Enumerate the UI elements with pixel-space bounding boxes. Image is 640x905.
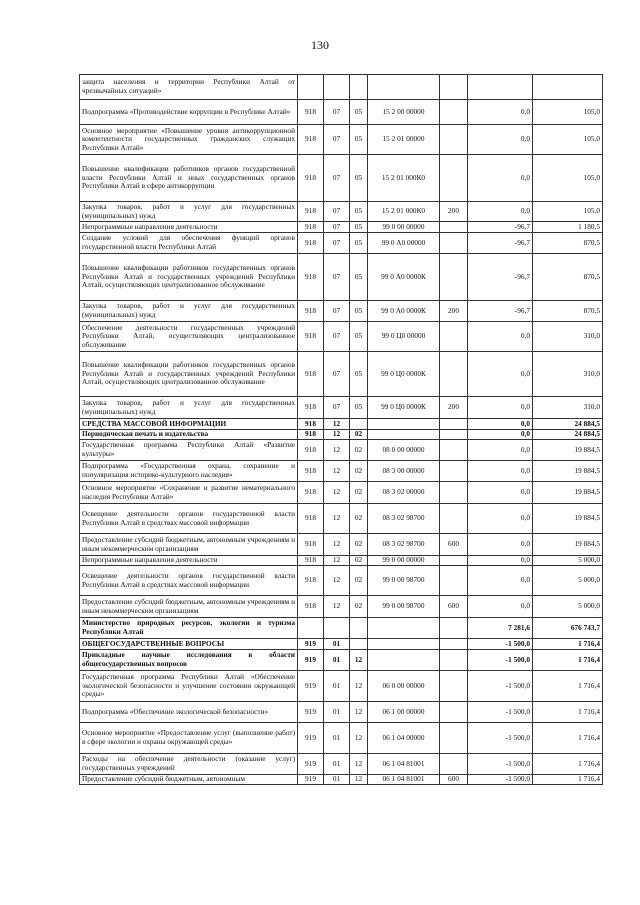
amount-change-cell: 0,0	[468, 534, 533, 556]
target-article-cell: 99 0 А0 0000К	[368, 301, 440, 322]
target-article-cell	[368, 650, 440, 671]
row-name-cell: Закупка товаров, работ и услуг для государственных (муниципальных) нужд	[80, 301, 298, 322]
amount-total-cell: 310,0	[533, 352, 603, 397]
subsection-code-cell: 05	[350, 100, 368, 125]
subsection-code-cell: 12	[350, 650, 368, 671]
amount-change-cell	[468, 75, 533, 100]
amount-total-cell: 1 716,4	[533, 723, 603, 754]
subsection-code-cell: 02	[350, 461, 368, 482]
row-name-cell: Подпрограмма «Государственная охрана, сохранение и популяризация историко-культурного наследия»	[80, 461, 298, 482]
ministry-code-cell: 918	[298, 482, 324, 504]
section-code-cell: 07	[324, 155, 350, 202]
row-name-cell: Закупка товаров, работ и услуг для государственных (муниципальных) нужд	[80, 397, 298, 419]
ministry-code-cell: 919	[298, 702, 324, 723]
amount-total-cell: 1 716,4	[533, 650, 603, 671]
target-article-cell: 99 0 00 00000	[368, 222, 440, 233]
expense-type-cell	[440, 556, 468, 566]
expense-type-cell	[440, 75, 468, 100]
subsection-code-cell: 05	[350, 155, 368, 202]
ministry-code-cell: 918	[298, 440, 324, 461]
ministry-code-cell: 918	[298, 504, 324, 534]
section-code-cell: 01	[324, 775, 350, 785]
amount-total-cell: 310,0	[533, 322, 603, 352]
table-row	[80, 419, 603, 430]
expense-type-cell	[440, 440, 468, 461]
amount-change-cell: -96,7	[468, 222, 533, 233]
expense-type-cell	[440, 254, 468, 301]
table-row	[80, 671, 603, 702]
subsection-code-cell: 05	[350, 301, 368, 322]
amount-change-cell: 0,0	[468, 100, 533, 125]
amount-change-cell: 0,0	[468, 419, 533, 430]
budget-table-body	[80, 75, 603, 785]
section-code-cell: 01	[324, 650, 350, 671]
section-code-cell: 01	[324, 671, 350, 702]
ministry-code-cell: 918	[298, 419, 324, 430]
target-article-cell: 08 0 00 00000	[368, 440, 440, 461]
ministry-code-cell: 918	[298, 556, 324, 566]
amount-total-cell: 1 716,4	[533, 639, 603, 650]
section-code-cell: 01	[324, 723, 350, 754]
ministry-code-cell	[298, 618, 324, 639]
ministry-code-cell	[298, 75, 324, 100]
table-row	[80, 723, 603, 754]
subsection-code-cell	[350, 639, 368, 650]
target-article-cell: 99 0 00 98700	[368, 596, 440, 618]
target-article-cell: 99 0 Ц0 0000К	[368, 397, 440, 419]
amount-change-cell: 0,0	[468, 430, 533, 440]
table-row	[80, 233, 603, 254]
ministry-code-cell: 919	[298, 754, 324, 775]
table-row	[80, 322, 603, 352]
section-code-cell: 07	[324, 397, 350, 419]
subsection-code-cell: 05	[350, 254, 368, 301]
target-article-cell: 06 0 00 00000	[368, 671, 440, 702]
ministry-code-cell: 918	[298, 566, 324, 596]
table-row	[80, 639, 603, 650]
target-article-cell: 15 2 01 000К0	[368, 155, 440, 202]
table-row	[80, 202, 603, 222]
amount-change-cell: 0,0	[468, 352, 533, 397]
row-name-cell: Освещение деятельности органов государственной власти Республики Алтай в средствах массовой информации	[80, 504, 298, 534]
ministry-code-cell: 918	[298, 222, 324, 233]
amount-total-cell: 5 000,0	[533, 566, 603, 596]
amount-total-cell: 105,0	[533, 125, 603, 155]
ministry-code-cell: 919	[298, 775, 324, 785]
expense-type-cell	[440, 618, 468, 639]
amount-total-cell: 310,0	[533, 397, 603, 419]
section-code-cell: 07	[324, 233, 350, 254]
table-row	[80, 352, 603, 397]
subsection-code-cell: 05	[350, 397, 368, 419]
row-name-cell: Освещение деятельности органов государственной власти Республики Алтай в средствах массовой информации	[80, 566, 298, 596]
section-code-cell: 12	[324, 534, 350, 556]
target-article-cell: 06 1 04 81001	[368, 754, 440, 775]
section-code-cell: 12	[324, 556, 350, 566]
target-article-cell	[368, 419, 440, 430]
amount-total-cell: 1 716,4	[533, 754, 603, 775]
table-row	[80, 125, 603, 155]
ministry-code-cell: 919	[298, 671, 324, 702]
section-code-cell: 07	[324, 301, 350, 322]
row-name-cell: Государственная программа Республики Алтай «Обеспечение экологической безопасности и улучшение состояния окружающей среды»	[80, 671, 298, 702]
expense-type-cell	[440, 754, 468, 775]
table-row	[80, 100, 603, 125]
row-name-cell: Предоставление субсидий бюджетным, автономным учреждениям и иным некоммерческим организациям	[80, 596, 298, 618]
row-name-cell: защита населения и территории Республики Алтай от чрезвычайных ситуаций»	[80, 75, 298, 100]
subsection-code-cell: 05	[350, 352, 368, 397]
section-code-cell: 01	[324, 702, 350, 723]
amount-total-cell: 105,0	[533, 202, 603, 222]
section-code-cell: 12	[324, 596, 350, 618]
amount-change-cell: -96,7	[468, 301, 533, 322]
section-code-cell: 12	[324, 461, 350, 482]
amount-total-cell: 105,0	[533, 100, 603, 125]
target-article-cell: 99 0 00 98700	[368, 566, 440, 596]
ministry-code-cell: 918	[298, 202, 324, 222]
row-name-cell: Непрограммные направления деятельности	[80, 222, 298, 233]
row-name-cell: Расходы на обеспечение деятельности (оказание услуг) государственных учреждений	[80, 754, 298, 775]
row-name-cell: Обеспечение деятельности государственных учреждений Республики Алтай, осуществляющих централизованное обслуживание	[80, 322, 298, 352]
ministry-code-cell: 919	[298, 723, 324, 754]
row-name-cell: Подпрограмма «Обеспечение экологической безопасности»	[80, 702, 298, 723]
amount-total-cell: 19 884,5	[533, 534, 603, 556]
expense-type-cell	[440, 222, 468, 233]
table-row	[80, 440, 603, 461]
amount-total-cell: 870,5	[533, 254, 603, 301]
subsection-code-cell: 05	[350, 222, 368, 233]
amount-total-cell: 19 884,5	[533, 440, 603, 461]
table-row	[80, 556, 603, 566]
amount-total-cell: 19 884,5	[533, 461, 603, 482]
ministry-code-cell: 919	[298, 650, 324, 671]
target-article-cell	[368, 75, 440, 100]
target-article-cell: 99 0 А0 00000	[368, 233, 440, 254]
ministry-code-cell: 918	[298, 322, 324, 352]
amount-change-cell: -1 500,0	[468, 671, 533, 702]
row-name-cell: Предоставление субсидий бюджетным, автономным учреждениям и иным некоммерческим организациям	[80, 534, 298, 556]
section-code-cell: 12	[324, 440, 350, 461]
target-article-cell	[368, 639, 440, 650]
row-name-cell: Основное мероприятие «Повышение уровня антикоррупционной компетентности государственных гражданских служащих Республики Алтай»	[80, 125, 298, 155]
ministry-code-cell: 918	[298, 461, 324, 482]
expense-type-cell: 600	[440, 596, 468, 618]
expense-type-cell	[440, 504, 468, 534]
subsection-code-cell	[350, 618, 368, 639]
subsection-code-cell: 02	[350, 556, 368, 566]
target-article-cell: 15 2 01 00000	[368, 125, 440, 155]
amount-total-cell: 19 884,5	[533, 482, 603, 504]
ministry-code-cell: 918	[298, 233, 324, 254]
expense-type-cell: 200	[440, 202, 468, 222]
row-name-cell: Повышение квалификации работников государственных органов Республики Алтай и государственных учреждений Республики Алтай, осуществляющих централизованное обслуживание	[80, 254, 298, 301]
row-name-cell: ОБЩЕГОСУДАРСТВЕННЫЕ ВОПРОСЫ	[80, 639, 298, 650]
section-code-cell: 07	[324, 125, 350, 155]
expense-type-cell	[440, 100, 468, 125]
amount-change-cell: -96,7	[468, 254, 533, 301]
row-name-cell: Основное мероприятие «Предоставление услуг (выполнение работ) в сфере экологии и охраны окружающей среды»	[80, 723, 298, 754]
amount-change-cell: 0,0	[468, 155, 533, 202]
subsection-code-cell: 05	[350, 322, 368, 352]
expense-type-cell	[440, 566, 468, 596]
ministry-code-cell: 918	[298, 352, 324, 397]
subsection-code-cell: 05	[350, 233, 368, 254]
amount-total-cell: 1 180,5	[533, 222, 603, 233]
amount-change-cell: 0,0	[468, 461, 533, 482]
expense-type-cell: 200	[440, 397, 468, 419]
table-row	[80, 75, 603, 100]
amount-change-cell: 0,0	[468, 556, 533, 566]
expense-type-cell	[440, 650, 468, 671]
amount-change-cell: -1 500,0	[468, 650, 533, 671]
subsection-code-cell: 02	[350, 534, 368, 556]
row-name-cell: Прикладные научные исследования в области общегосударственных вопросов	[80, 650, 298, 671]
ministry-code-cell: 918	[298, 125, 324, 155]
section-code-cell: 07	[324, 352, 350, 397]
expense-type-cell	[440, 723, 468, 754]
ministry-code-cell: 918	[298, 430, 324, 440]
amount-change-cell: 0,0	[468, 504, 533, 534]
target-article-cell	[368, 618, 440, 639]
amount-total-cell: 676 743,7	[533, 618, 603, 639]
target-article-cell: 99 0 А0 0000К	[368, 254, 440, 301]
subsection-code-cell: 05	[350, 125, 368, 155]
subsection-code-cell	[350, 75, 368, 100]
subsection-code-cell: 02	[350, 596, 368, 618]
expense-type-cell: 600	[440, 775, 468, 785]
ministry-code-cell: 919	[298, 639, 324, 650]
subsection-code-cell: 12	[350, 723, 368, 754]
subsection-code-cell: 02	[350, 504, 368, 534]
row-name-cell: Подпрограмма «Противодействие коррупции в Республике Алтай»	[80, 100, 298, 125]
amount-change-cell: 0,0	[468, 202, 533, 222]
ministry-code-cell: 918	[298, 254, 324, 301]
table-row	[80, 534, 603, 556]
subsection-code-cell: 12	[350, 702, 368, 723]
table-row	[80, 461, 603, 482]
section-code-cell: 07	[324, 322, 350, 352]
expense-type-cell	[440, 671, 468, 702]
section-code-cell: 07	[324, 222, 350, 233]
ministry-code-cell: 918	[298, 534, 324, 556]
target-article-cell: 99 0 00 00000	[368, 556, 440, 566]
row-name-cell: Непрограммные направления деятельности	[80, 556, 298, 566]
section-code-cell: 12	[324, 504, 350, 534]
amount-change-cell: -96,7	[468, 233, 533, 254]
amount-change-cell: -1 500,0	[468, 754, 533, 775]
expense-type-cell	[440, 155, 468, 202]
section-code-cell: 07	[324, 254, 350, 301]
table-row	[80, 650, 603, 671]
subsection-code-cell: 12	[350, 671, 368, 702]
table-row	[80, 566, 603, 596]
expense-type-cell	[440, 233, 468, 254]
target-article-cell: 08 3 02 98700	[368, 534, 440, 556]
subsection-code-cell: 12	[350, 775, 368, 785]
row-name-cell: Государственная программа Республики Алтай «Развитие культуры»	[80, 440, 298, 461]
section-code-cell: 12	[324, 482, 350, 504]
subsection-code-cell: 12	[350, 754, 368, 775]
amount-change-cell: -1 500,0	[468, 639, 533, 650]
expense-type-cell	[440, 482, 468, 504]
table-row	[80, 504, 603, 534]
section-code-cell	[324, 75, 350, 100]
target-article-cell: 15 2 01 000К0	[368, 202, 440, 222]
expense-type-cell	[440, 125, 468, 155]
target-article-cell: 08 3 00 00000	[368, 461, 440, 482]
section-code-cell: 01	[324, 639, 350, 650]
subsection-code-cell: 02	[350, 440, 368, 461]
subsection-code-cell	[350, 419, 368, 430]
ministry-code-cell: 918	[298, 301, 324, 322]
expense-type-cell	[440, 419, 468, 430]
expense-type-cell: 200	[440, 301, 468, 322]
table-row	[80, 222, 603, 233]
expense-type-cell: 600	[440, 534, 468, 556]
target-article-cell: 08 3 02 00000	[368, 482, 440, 504]
amount-total-cell: 870,5	[533, 233, 603, 254]
ministry-code-cell: 918	[298, 596, 324, 618]
amount-change-cell: 0,0	[468, 440, 533, 461]
amount-change-cell: 0,0	[468, 482, 533, 504]
row-name-cell: Периодическая печать и издательства	[80, 430, 298, 440]
table-row	[80, 754, 603, 775]
amount-total-cell: 105,0	[533, 155, 603, 202]
expense-type-cell	[440, 430, 468, 440]
amount-total-cell: 5 000,0	[533, 556, 603, 566]
row-name-cell: Основное мероприятие «Сохранение и развитие нематериального наследия Республики Алтай»	[80, 482, 298, 504]
row-name-cell: Министерство природных ресурсов, экологии и туризма Республики Алтай	[80, 618, 298, 639]
amount-change-cell: 0,0	[468, 322, 533, 352]
amount-total-cell: 24 884,5	[533, 430, 603, 440]
subsection-code-cell: 02	[350, 430, 368, 440]
amount-total-cell: 1 716,4	[533, 775, 603, 785]
table-row	[80, 618, 603, 639]
table-row	[80, 254, 603, 301]
table-row	[80, 596, 603, 618]
expense-type-cell	[440, 322, 468, 352]
expense-type-cell	[440, 702, 468, 723]
section-code-cell: 12	[324, 419, 350, 430]
amount-total-cell: 5 000,0	[533, 596, 603, 618]
amount-total-cell: 1 716,4	[533, 671, 603, 702]
table-row	[80, 702, 603, 723]
subsection-code-cell: 05	[350, 202, 368, 222]
ministry-code-cell: 918	[298, 155, 324, 202]
target-article-cell	[368, 430, 440, 440]
page-number: 130	[311, 38, 329, 52]
ministry-code-cell: 918	[298, 397, 324, 419]
ministry-code-cell: 918	[298, 100, 324, 125]
table-row	[80, 430, 603, 440]
section-code-cell: 12	[324, 566, 350, 596]
row-name-cell: Повышение квалификации работников органов государственной власти Республики Алтай и иных государственных органов Республики Алтай в сфере антикоррупции	[80, 155, 298, 202]
amount-change-cell: -1 500,0	[468, 702, 533, 723]
section-code-cell: 07	[324, 100, 350, 125]
amount-total-cell: 1 716,4	[533, 702, 603, 723]
target-article-cell: 99 0 Ц0 00000	[368, 322, 440, 352]
expense-type-cell	[440, 352, 468, 397]
section-code-cell: 07	[324, 202, 350, 222]
table-row	[80, 482, 603, 504]
section-code-cell: 12	[324, 430, 350, 440]
amount-change-cell: 0,0	[468, 566, 533, 596]
row-name-cell: Создание условий для обеспечения функций органов государственной власти Республики Алтай	[80, 233, 298, 254]
amount-total-cell: 870,5	[533, 301, 603, 322]
row-name-cell: Повышение квалификации работников государственных органов Республики Алтай и государственных учреждений Республики Алтай, осуществляющих централизованное обслуживание	[80, 352, 298, 397]
table-row	[80, 775, 603, 785]
amount-total-cell: 19 884,5	[533, 504, 603, 534]
target-article-cell: 06 1 04 81001	[368, 775, 440, 785]
expense-type-cell	[440, 461, 468, 482]
target-article-cell: 06 1 00 00000	[368, 702, 440, 723]
amount-total-cell: 24 884,5	[533, 419, 603, 430]
target-article-cell: 06 1 04 00000	[368, 723, 440, 754]
amount-change-cell: 0,0	[468, 596, 533, 618]
amount-change-cell: 7 281,6	[468, 618, 533, 639]
expense-type-cell	[440, 639, 468, 650]
amount-total-cell	[533, 75, 603, 100]
table-row	[80, 397, 603, 419]
section-code-cell	[324, 618, 350, 639]
table-row	[80, 301, 603, 322]
row-name-cell: СРЕДСТВА МАССОВОЙ ИНФОРМАЦИИ	[80, 419, 298, 430]
row-name-cell: Предоставление субсидий бюджетным, автономным	[80, 775, 298, 785]
amount-change-cell: -1 500,0	[468, 723, 533, 754]
table-row	[80, 155, 603, 202]
amount-change-cell: 0,0	[468, 125, 533, 155]
amount-change-cell: -1 500,0	[468, 775, 533, 785]
target-article-cell: 15 2 00 00000	[368, 100, 440, 125]
subsection-code-cell: 02	[350, 482, 368, 504]
subsection-code-cell: 02	[350, 566, 368, 596]
amount-change-cell: 0,0	[468, 397, 533, 419]
row-name-cell: Закупка товаров, работ и услуг для государственных (муниципальных) нужд	[80, 202, 298, 222]
target-article-cell: 08 3 02 98700	[368, 504, 440, 534]
section-code-cell: 01	[324, 754, 350, 775]
budget-table	[79, 74, 603, 785]
target-article-cell: 99 0 Ц0 0000К	[368, 352, 440, 397]
